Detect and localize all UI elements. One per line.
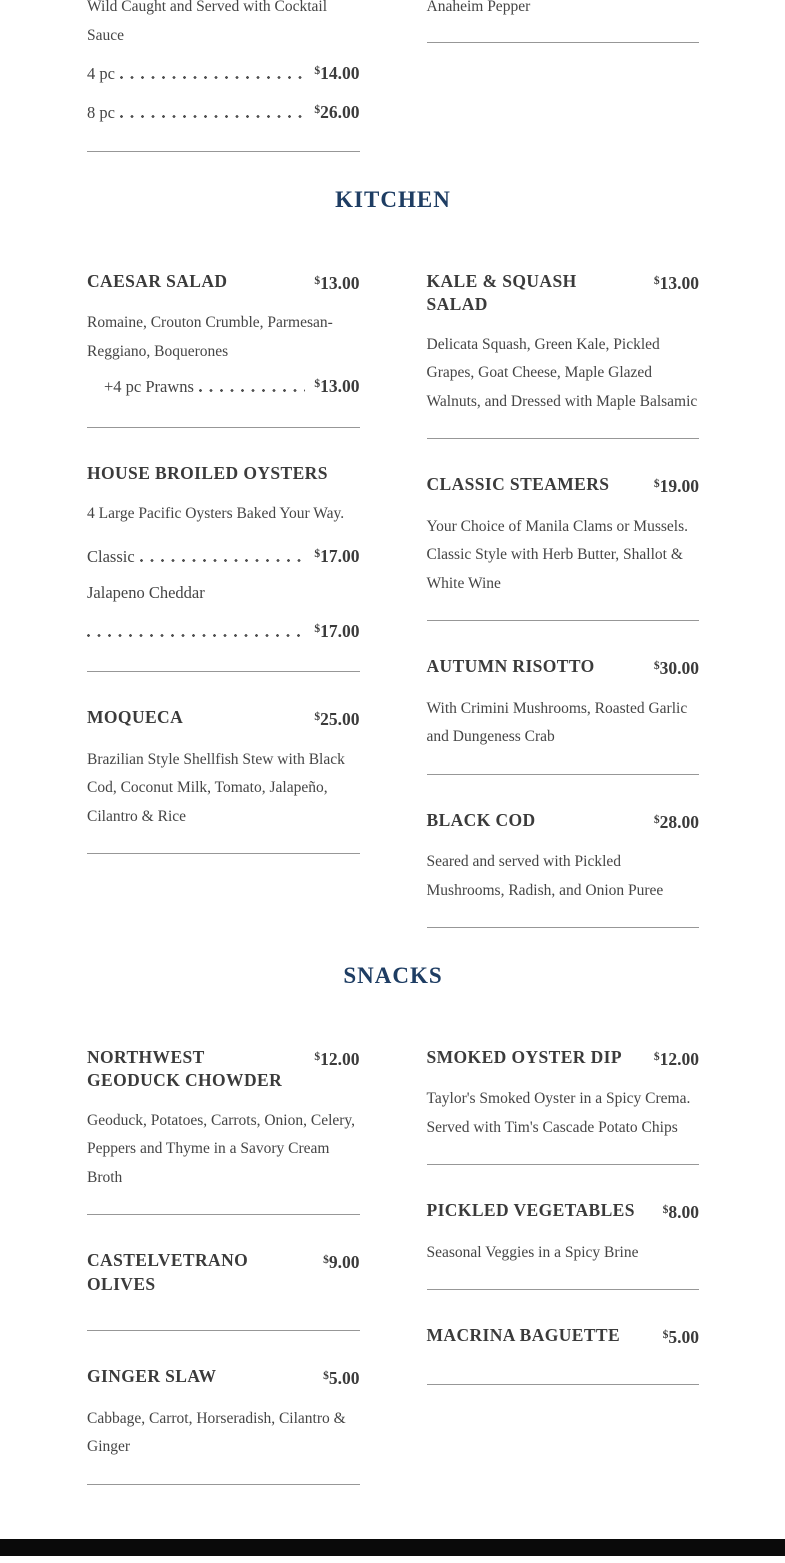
menu-item <box>87 462 360 672</box>
item-description: Wild Caught and Served with Cocktail Sauce <box>87 0 328 44</box>
dot-leader <box>199 389 305 392</box>
divider <box>87 1330 360 1331</box>
price-amount: 26.00 <box>320 102 360 122</box>
top-partial-row <box>87 0 699 152</box>
menu-item <box>427 1324 700 1385</box>
item-description: Seared and served with Pickled Mushrooms, Radish, and Onion Puree <box>426 853 664 899</box>
menu-section-kitchen <box>87 186 699 928</box>
item-name: HOUSE BROILED OYSTERS <box>87 463 328 484</box>
divider <box>427 774 700 775</box>
price-amount: 13.00 <box>320 376 360 397</box>
price-line <box>87 53 360 92</box>
item-price <box>323 1365 359 1391</box>
item-header <box>427 809 700 835</box>
section-columns <box>87 270 699 929</box>
price-rows <box>87 366 360 405</box>
item-price <box>314 1046 359 1072</box>
price-line-label: 8 pc <box>87 103 115 122</box>
divider <box>87 427 360 428</box>
item-name: KALE & SQUASH SALAD <box>426 270 577 315</box>
menu-item <box>87 706 360 854</box>
price-line-label: +4 pc Prawns <box>104 377 194 397</box>
dollar-sign: $ <box>314 711 321 724</box>
dollar-sign: $ <box>662 1329 669 1342</box>
dollar-sign: $ <box>314 1050 321 1063</box>
dot-leader <box>87 634 305 637</box>
menu-item <box>427 270 700 440</box>
item-description: Romaine, Crouton Crumble, Parmesan-Reggiano, Boquerones <box>87 314 333 360</box>
menu-section-snacks <box>87 962 699 1485</box>
price-amount: 19.00 <box>659 476 699 497</box>
divider <box>87 151 360 152</box>
dot-leader <box>140 559 306 562</box>
dollar-sign: $ <box>323 1254 329 1267</box>
item-header <box>427 270 700 317</box>
price-line <box>87 92 360 131</box>
item-price <box>654 473 699 499</box>
item-price <box>314 706 359 732</box>
dollar-sign: $ <box>314 104 321 116</box>
price-amount: 17.00 <box>320 546 360 567</box>
item-description: Brazilian Style Shellfish Stew with Black Cod, Coconut Milk, Tomato, Jalapeño, Cilantro & Rice <box>87 750 345 825</box>
divider <box>87 1484 360 1485</box>
menu-item <box>87 270 360 429</box>
menu-item <box>427 809 700 929</box>
price-amount: 12.00 <box>659 1048 699 1069</box>
price-rows <box>87 536 360 649</box>
dollar-sign: $ <box>653 813 660 826</box>
price-amount: 30.00 <box>659 658 699 679</box>
menu-item <box>87 1046 360 1216</box>
item-header <box>427 1199 700 1225</box>
column-left <box>87 1046 360 1485</box>
item-description: Anaheim Pepper <box>426 0 531 15</box>
price-amount: 25.00 <box>320 709 360 730</box>
item-header <box>427 1046 700 1072</box>
menu-item <box>427 655 700 775</box>
dollar-sign: $ <box>314 65 321 77</box>
divider <box>87 853 360 854</box>
item-name: NORTHWEST GEODUCK CHOWDER <box>87 1046 283 1091</box>
divider <box>87 671 360 672</box>
divider <box>87 1214 360 1215</box>
item-price <box>323 1249 359 1275</box>
item-price <box>314 92 359 130</box>
section-title: SNACKS <box>343 963 443 989</box>
divider <box>427 620 700 621</box>
section-title: KITCHEN <box>335 187 451 212</box>
item-name: BLACK COD <box>426 809 536 830</box>
column-right <box>427 1046 700 1485</box>
item-name: CASTELVETRANO OLIVES <box>87 1250 249 1294</box>
price-amount: 5.00 <box>668 1327 699 1348</box>
price-line-label: 4 pc <box>87 64 115 83</box>
dot-leader <box>120 115 305 118</box>
item-name: GINGER SLAW <box>87 1366 217 1387</box>
item-price <box>654 809 699 835</box>
item-description: With Crimini Mushrooms, Roasted Garlic and Dungeness Crab <box>426 699 688 746</box>
divider <box>427 438 700 439</box>
item-name: MOQUECA <box>87 707 184 728</box>
item-header <box>427 655 700 681</box>
dollar-sign: $ <box>314 274 321 287</box>
item-name: AUTUMN RISOTTO <box>426 656 595 677</box>
dollar-sign: $ <box>653 478 660 491</box>
item-price <box>663 1199 699 1225</box>
price-amount: 9.00 <box>328 1252 360 1273</box>
item-price <box>654 270 699 296</box>
price-amount: 13.00 <box>320 272 360 293</box>
item-price <box>654 1046 699 1072</box>
menu-item <box>427 473 700 621</box>
dollar-sign: $ <box>653 274 660 287</box>
item-header <box>87 706 360 732</box>
section-columns <box>87 1046 699 1485</box>
price-amount: 5.00 <box>328 1368 360 1389</box>
menu-item <box>87 1365 360 1485</box>
item-description: Geoduck, Potatoes, Carrots, Onion, Celery, Peppers and Thyme in a Savory Cream Broth <box>87 1111 356 1186</box>
item-description: Your Choice of Manila Clams or Mussels. Classic Style with Herb Butter, Shallot & White Wine <box>426 517 688 592</box>
column-right <box>427 270 700 929</box>
item-header <box>87 270 360 296</box>
item-description: Delicata Squash, Green Kale, Pickled Grapes, Goat Cheese, Maple Glazed Walnuts, and Dressed with Maple Balsamic <box>426 335 698 410</box>
price-line <box>87 366 360 405</box>
item-header <box>87 1046 360 1093</box>
price-amount: 12.00 <box>320 1048 360 1069</box>
item-name: CAESAR SALAD <box>87 270 228 291</box>
dollar-sign: $ <box>314 548 321 561</box>
menu-item <box>427 1046 700 1166</box>
footer-bar <box>0 1539 785 1556</box>
item-price <box>314 53 359 91</box>
column-left <box>87 270 360 929</box>
item-price <box>314 270 359 296</box>
divider <box>427 927 700 928</box>
dollar-sign: $ <box>314 623 321 636</box>
dollar-sign: $ <box>653 660 660 673</box>
dollar-sign: $ <box>662 1204 669 1217</box>
divider <box>427 1289 700 1290</box>
divider <box>427 42 700 43</box>
item-header <box>87 1365 360 1391</box>
item-price <box>314 611 359 649</box>
item-name: PICKLED VEGETABLES <box>426 1200 635 1221</box>
item-price <box>663 1324 699 1350</box>
column-right <box>427 0 700 152</box>
item-price <box>314 536 359 574</box>
item-header <box>87 1249 360 1296</box>
item-name: SMOKED OYSTER DIP <box>426 1046 622 1067</box>
price-rows <box>87 53 360 131</box>
price-line-label: Classic <box>87 547 135 567</box>
price-line-label: Jalapeno Cheddar <box>87 583 205 603</box>
item-description: Taylor's Smoked Oyster in a Spicy Crema. Served with Tim's Cascade Potato Chips <box>426 1090 691 1136</box>
price-amount: 13.00 <box>659 272 699 293</box>
item-header <box>427 473 700 499</box>
item-description: 4 Large Pacific Oysters Baked Your Way. <box>87 504 345 522</box>
item-description: Seasonal Veggies in a Spicy Brine <box>426 1243 639 1261</box>
dollar-sign: $ <box>314 378 321 391</box>
dollar-sign: $ <box>653 1050 660 1063</box>
divider <box>427 1384 700 1385</box>
item-header <box>427 1324 700 1350</box>
item-header <box>87 462 360 486</box>
dollar-sign: $ <box>323 1370 329 1383</box>
menu-item <box>87 1249 360 1331</box>
price-amount: 17.00 <box>320 621 360 642</box>
price-line <box>87 611 360 649</box>
dot-leader <box>120 76 305 79</box>
menu-item <box>427 1199 700 1290</box>
column-left <box>87 0 360 152</box>
divider <box>427 1164 700 1165</box>
item-price <box>314 366 359 404</box>
price-amount: 28.00 <box>659 811 699 832</box>
item-description: Cabbage, Carrot, Horseradish, Cilantro & Ginger <box>87 1409 346 1456</box>
item-price <box>654 655 699 681</box>
price-line <box>87 536 360 575</box>
item-name: MACRINA BAGUETTE <box>426 1325 621 1346</box>
price-amount: 14.00 <box>320 63 360 83</box>
item-name: CLASSIC STEAMERS <box>426 474 610 495</box>
price-amount: 8.00 <box>668 1202 699 1223</box>
